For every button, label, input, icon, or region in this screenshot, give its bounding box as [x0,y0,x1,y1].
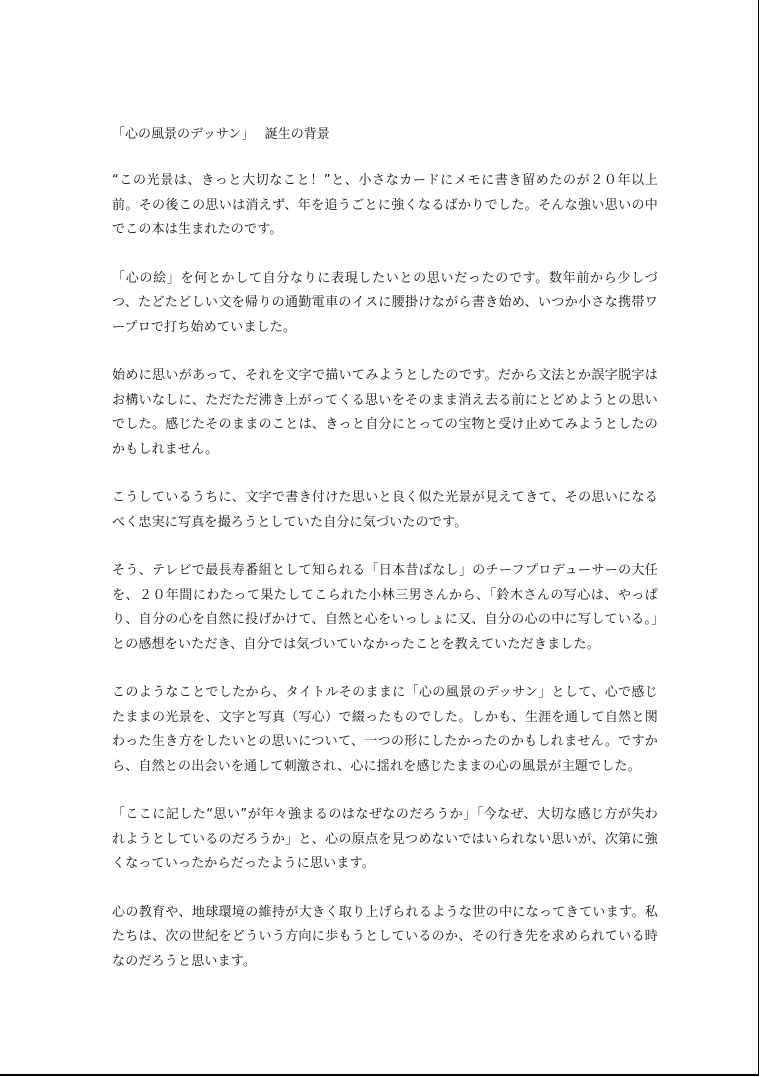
paragraph-1: “この光景は、きっと大切なこと！”と、小さなカードにメモに書き留めたのが２０年以上前。その後この思いは消えず、年を追うごとに強くなるばかりでした。そんな強い思いの中でこの本は生まれたのです。 [112,173,658,237]
paragraph-5: そう、テレビで最長寿番組として知られる「日本昔ばなし」のチーフプロデューサーの大任を、２０年間にわたって果たしてこられた小林三男さんから、「鈴木さんの写心は、やっぱり、自分の心を自然に投げかけて、自然と心をいっしょに又、自分の心の中に写している。」との感想をいただき、自分では気づいていなかったことを教えていただきました。 [112,563,658,652]
paragraph-4: こうしているうちに、文字で書き付けた思いと良く似た光景が見えてきて、その思いになるべく忠実に写真を撮ろうとしていた自分に気づいたのです。 [112,490,658,530]
paragraph-8: 心の教育や、地球環境の維持が大きく取り上げられるような世の中になってきています。私たちは、次の世紀をどういう方向に歩もうとしているのか、その行き先を求められている時なのだろうと思います。 [112,904,658,969]
document-title: 「心の風景のデッサン」 誕生の背景 [112,127,330,142]
paragraph-2: 「心の絵」を何とかして自分なりに表現したいとの思いだったのです。数年前から少しづつ、たどたどしい文を帰りの通勤電車のイスに腰掛けながら書き始め、いつか小さな携帯ワープロで打ち始めていました。 [112,270,658,335]
paragraph-3: 始めに思いがあって、それを文字で描いてみようとしたのです。だから文法とか誤字脱字はお構いなしに、ただただ沸き上がってくる思いをそのまま消え去る前にとどめようとの思いでした。感じたそのままのことは、きっと自分にとっての宝物と受け止めてみようとしたのかもしれません。 [112,368,658,457]
paragraph-6: このようなことでしたから、タイトルそのままに「心の風景のデッサン」として、心で感じたままの光景を、文字と写真（写心）で綴ったものでした。しかも、生涯を通して自然と関わった生き方をしたいとの思いについて、一つの形にしたかったのかもしれません。ですから、自然との出会いを通して刺激され、心に揺れを感じたままの心の風景が主題でした。 [112,685,658,774]
paragraph-7: 「ここに記した“思い”が年々強まるのはなぜなのだろうか」「今なぜ、大切な感じ方が失われようとしているのだろうか」と、心の原点を見つめないではいられない思いが、次第に強くなっていったからだったように思います。 [112,807,658,871]
document-body [112,126,658,998]
